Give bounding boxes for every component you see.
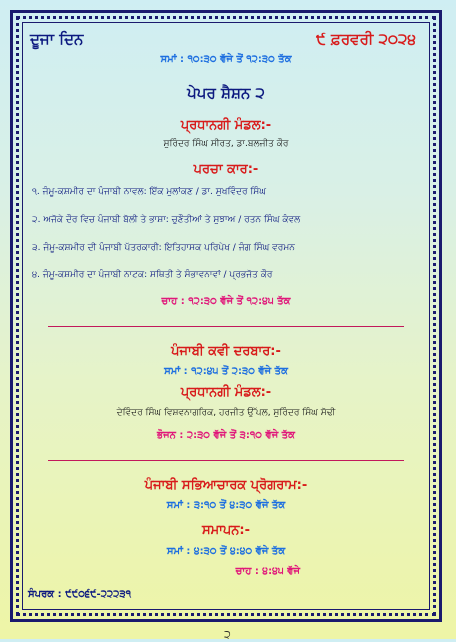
paper-item: ੨. ਅਜੋਕੇ ਦੌਰ ਵਿਚ ਪੰਜਾਬੀ ਬੋਲੀ ਤੇ ਭਾਸ਼ਾ: ਚੁਣੌਤੀਆਂ ਤੇ ਸੁਝਾਅ / ਰਤਨ ਸਿੰਘ ਕੰਵਲ (32, 215, 301, 225)
paper-item: ੩. ਜੰਮੂ-ਕਸ਼ਮੀਰ ਦੀ ਪੰਜਾਬੀ ਪੱਤਰਕਾਰੀ: ਇਤਿਹਾਸਕ ਪਰਿਪੇਖ / ਜੰਗ ਸਿੰਘ ਵਰਮਨ (32, 243, 295, 253)
kavi-chair-heading: ਪ੍ਰਧਾਨਗੀ ਮੰਡਲ:- (180, 385, 272, 400)
cultural-time: ਸਮਾਂ : ੩:੧੦ ਤੋਂ ੪:੩੦ ਵੱਜੇ ਤੱਕ (166, 500, 286, 511)
kavi-chair-names: ਦੇਵਿੰਦਰ ਸਿੰਘ ਵਿਸ਼ਵਨਾਗਰਿਕ, ਹਰਜੀਤ ਉੱਪਲ, ਸੁਰਿੰਦਰ ਸਿੰਘ ਸੋਢੀ (116, 408, 336, 418)
closing-tea: ਚਾਹ : ੪:੪੫ ਵੱਜੇ (235, 566, 300, 577)
tea-break: ਚਾਹ : ੧੨:੩੦ ਵੱਜੇ ਤੋਂ ੧੨:੪੫ ਤੱਕ (161, 296, 291, 307)
divider (48, 460, 404, 461)
day-label: ਦੂਜਾ ਦਿਨ (30, 30, 84, 48)
chair-names: ਸੁਰਿੰਦਰ ਸਿੰਘ ਸੀਰਤ, ਡਾ.ਬਲਜੀਤ ਕੌਰ (163, 139, 289, 149)
programme-content (24, 24, 428, 608)
session-time: ਸਮਾਂ : ੧੦:੩੦ ਵੱਜੇ ਤੋਂ ੧੨:੩੦ ਤੱਕ (160, 54, 292, 65)
date-label: ੯ ਫ਼ਰਵਰੀ ੨੦੨੪ (316, 30, 416, 48)
closing-heading: ਸਮਾਪਨ:- (201, 523, 251, 538)
contact-number: ਸੰਪਰਕ : ੯੯੦੬੯-੨੨੨੩੧ (28, 589, 132, 600)
cultural-heading: ਪੰਜਾਬੀ ਸਭਿਆਚਾਰਕ ਪ੍ਰੋਗਰਾਮ:- (144, 478, 308, 493)
page-number: ੨ (224, 628, 231, 641)
paper-item: ੪. ਜੰਮੂ-ਕਸ਼ਮੀਰ ਦਾ ਪੰਜਾਬੀ ਨਾਟਕ: ਸਥਿਤੀ ਤੇ ਸੰਭਾਵਨਾਵਾਂ / ਪ੍ਰਭਜੋਤ ਕੌਰ (32, 270, 273, 280)
session-title: ਪੇਪਰ ਸ਼ੈਸ਼ਨ ੨ (187, 84, 265, 102)
papers-heading: ਪਰਚਾ ਕਾਰ:- (193, 162, 259, 177)
closing-time: ਸਮਾਂ : ੪:੩੦ ਤੋਂ ੪:੪੦ ਵੱਜੇ ਤੱਕ (166, 546, 286, 557)
lunch-break: ਭੋਜਨ : ੨:੩੦ ਵੱਜੇ ਤੋਂ ੩:੧੦ ਵੱਜੇ ਤੱਕ (156, 430, 295, 441)
divider (48, 326, 404, 327)
paper-item: ੧. ਜੰਮੂ-ਕਸ਼ਮੀਰ ਦਾ ਪੰਜਾਬੀ ਨਾਵਲ: ਇੱਕ ਮੁਲਾਂਕਣ / ਡਾ. ਸੁਖਵਿੰਦਰ ਸਿੰਘ (32, 187, 266, 197)
kavi-heading: ਪੰਜਾਬੀ ਕਵੀ ਦਰਬਾਰ:- (171, 344, 281, 359)
kavi-time: ਸਮਾਂ : ੧੨:੪੫ ਤੋਂ ੨:੩੦ ਵੱਜੇ ਤੱਕ (164, 366, 288, 377)
chair-heading: ਪ੍ਰਧਾਨਗੀ ਮੰਡਲ:- (180, 118, 272, 133)
